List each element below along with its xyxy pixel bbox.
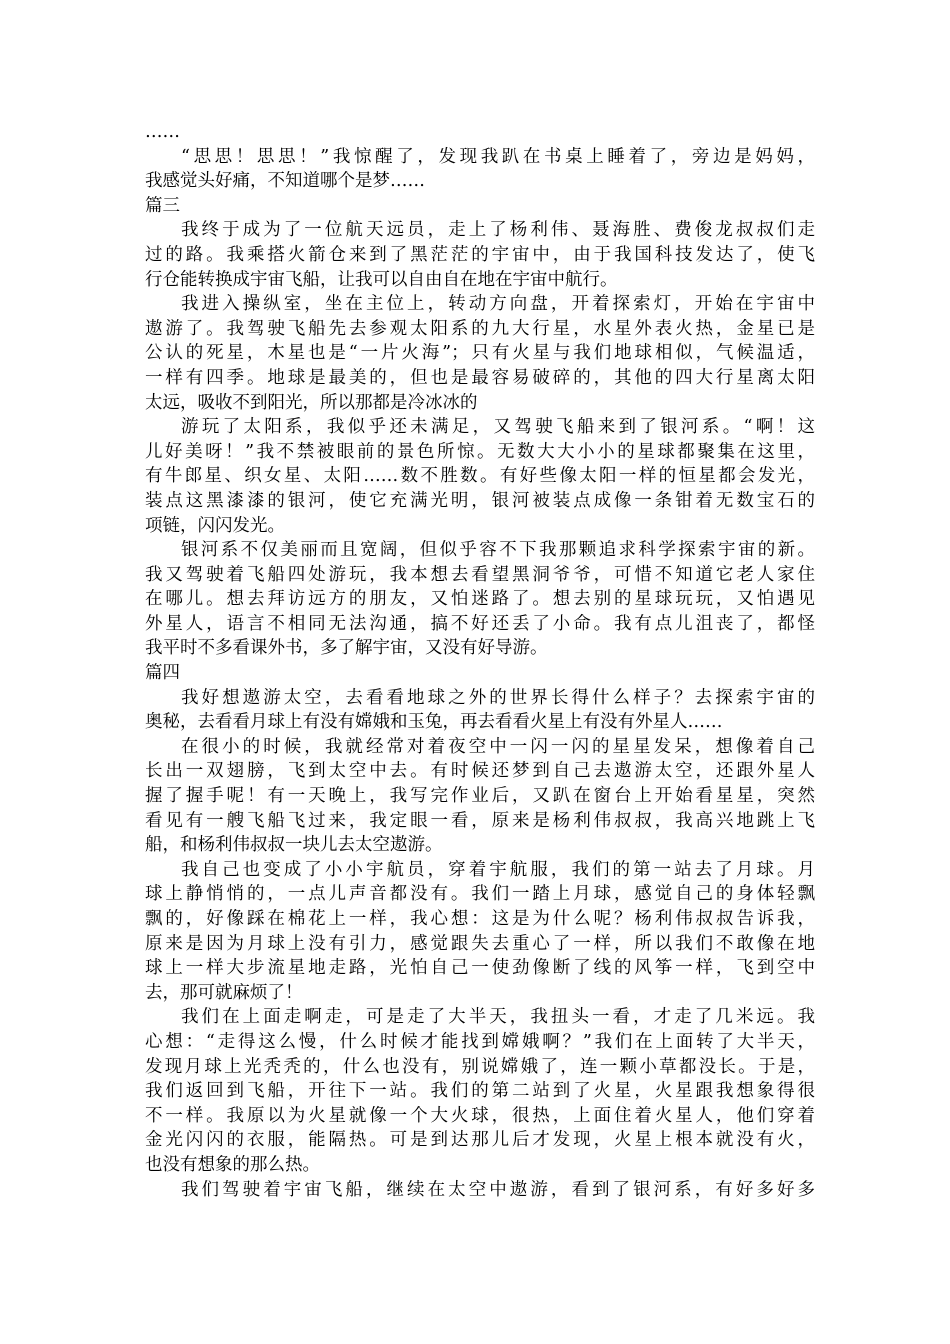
text-line: 在很小的时候，我就经常对着夜空中一闪一闪的星星发呆，想像着自己	[181, 736, 815, 757]
text-line: 奥秘，去看看月球上有没有嫦娥和玉兔，再去看看火星上有没有外星人……	[145, 712, 723, 733]
text-line: 不一样。我原以为火星就像一个大火球，很热，上面住着火星人，他们穿着	[145, 1105, 815, 1126]
text-line: 游玩了太阳系，我似乎还未满足，又驾驶飞船来到了银河系。“啊！这	[181, 417, 815, 438]
text-line: ……	[145, 122, 180, 142]
text-line: 长出一双翅膀，飞到太空中去。有时候还梦到自己去遨游太空，还跟外星人	[145, 761, 815, 782]
text-line: 行仓能转换成宇宙飞船，让我可以自由自在地在宇宙中航行。	[145, 269, 618, 290]
text-line: 外星人，语言不相同无法沟通，搞不好还丢了小命。我有点儿沮丧了，都怪	[145, 613, 815, 634]
text-line: 球上静悄悄的，一点儿声音都没有。我们一踏上月球，感觉自己的身体轻飘	[145, 884, 815, 905]
text-line: 看见有一艘飞船飞过来，我定眼一看，原来是杨利伟叔叔，我高兴地跳上飞	[145, 810, 815, 831]
text-line: 船，和杨利伟叔叔一块儿去太空遨游。	[145, 835, 443, 856]
text-line: 我感觉头好痛，不知道哪个是梦……	[145, 171, 425, 192]
text-line: 儿好美呀！”我不禁被眼前的景色所惊。无数大大小小的星球都聚集在这里，	[145, 441, 815, 462]
text-line: 我自己也变成了小小宇航员，穿着宇航服，我们的第一站去了月球。月	[181, 859, 815, 880]
text-line: 装点这黑漆漆的银河，使它充满光明，银河被装点成像一条钳着无数宝石的	[145, 490, 815, 511]
text-line: 在哪儿。想去拜访远方的朋友，又怕迷路了。想去别的星球玩玩，又怕遇见	[145, 589, 815, 610]
text-line: 我平时不多看课外书，多了解宇宙，又没有好导游。	[145, 638, 548, 659]
text-line: 过的路。我乘搭火箭仓来到了黑茫茫的宇宙中，由于我国科技发达了，使飞	[145, 244, 815, 265]
text-line: 我们驾驶着宇宙飞船，继续在太空中遨游，看到了银河系，有好多好多	[181, 1179, 815, 1200]
text-line: 握了握手呢！有一天晚上，我写完作业后，又趴在窗台上开始看星星，突然	[145, 786, 815, 807]
text-line: 也没有想象的那么热。	[145, 1154, 320, 1175]
text-line: 我们在上面走啊走，可是走了大半天，我扭头一看，才走了几米远。我	[181, 1007, 815, 1028]
text-line: 遨游了。我驾驶飞船先去参观太阳系的九大行星，水星外表火热，金星已是	[145, 318, 815, 339]
text-line: 我终于成为了一位航天远员，走上了杨利伟、聂海胜、费俊龙叔叔们走	[181, 220, 815, 241]
text-line: 太远，吸收不到阳光，所以那都是冷冰冰的	[145, 392, 478, 413]
document-page	[145, 120, 815, 1202]
text-line: 金光闪闪的衣服，能隔热。可是到达那儿后才发现，火星上根本就没有火，	[145, 1130, 815, 1151]
text-line: 项链，闪闪发光。	[145, 515, 285, 536]
text-line: 我进入操纵室，坐在主位上，转动方向盘，开着探索灯，开始在宇宙中	[181, 294, 815, 315]
text-line: 心想：“走得这么慢，什么时候才能找到嫦娥啊？”我们在上面转了大半天，	[145, 1031, 815, 1052]
text-line: 我们返回到飞船，开往下一站。我们的第二站到了火星，火星跟我想象得很	[145, 1081, 815, 1102]
text-line: 银河系不仅美丽而且宽阔，但似乎容不下我那颗追求科学探索宇宙的新。	[181, 540, 815, 561]
text-line: 我又驾驶着飞船四处游玩，我本想去看望黑洞爷爷，可惜不知道它老人家住	[145, 564, 815, 585]
text-line: 原来是因为月球上没有引力，感觉跟失去重心了一样，所以我们不敢像在地	[145, 933, 815, 954]
section-heading: 篇四	[145, 663, 180, 684]
text-line: 去，那可就麻烦了！	[145, 982, 303, 1003]
text-line: 公认的死星，木星也是“一片火海”；只有火星与我们地球相似，气候温适，	[145, 343, 815, 364]
text-line: “思思！思思！”我惊醒了，发现我趴在书桌上睡着了，旁边是妈妈，	[181, 146, 815, 167]
text-line: 球上一样大步流星地走路，光怕自己一使劲像断了线的风筝一样，飞到空中	[145, 958, 815, 979]
text-line: 一样有四季。地球是最美的，但也是最容易破碎的，其他的四大行星离太阳	[145, 367, 815, 388]
section-heading: 篇三	[145, 195, 180, 216]
text-line: 飘的，好像踩在棉花上一样，我心想：这是为什么呢？杨利伟叔叔告诉我，	[145, 909, 815, 929]
text-line: 有牛郎星、织女星、太阳……数不胜数。有好些像太阳一样的恒星都会发光，	[145, 466, 815, 487]
text-line: 发现月球上光秃秃的，什么也没有，别说嫦娥了，连一颗小草都没长。于是，	[145, 1056, 815, 1077]
text-line: 我好想遨游太空，去看看地球之外的世界长得什么样子？去探索宇宙的	[181, 687, 815, 708]
